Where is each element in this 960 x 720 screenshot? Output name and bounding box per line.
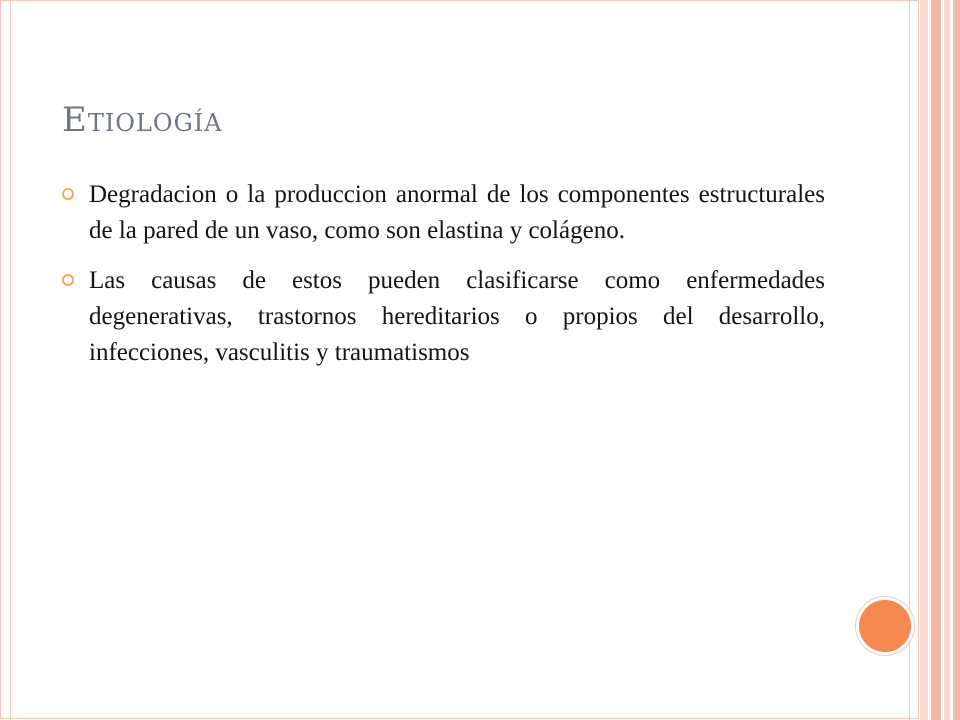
bullet-circle-icon xyxy=(62,274,74,286)
decorative-stripe xyxy=(931,0,941,720)
decorative-stripe xyxy=(953,0,960,720)
decorative-circle xyxy=(856,597,914,655)
bullet-item xyxy=(60,177,825,249)
bullet-text: Las causas de estos pueden clasificarse como enfermedades degenerativas, trastornos hereditarios o propios del desarrollo, infecciones, vasculitis y traumatismos xyxy=(89,267,825,366)
bullet-item xyxy=(60,263,825,371)
bullet-text: Degradacion o la produccion anormal de los componentes estructurales de la pared de un vaso, como son elastina y colágeno. xyxy=(89,181,825,244)
decorative-stripe xyxy=(920,0,928,720)
slide-title: Etiología xyxy=(62,100,223,140)
bullet-list xyxy=(60,177,825,385)
bullet-circle-icon xyxy=(62,188,74,200)
